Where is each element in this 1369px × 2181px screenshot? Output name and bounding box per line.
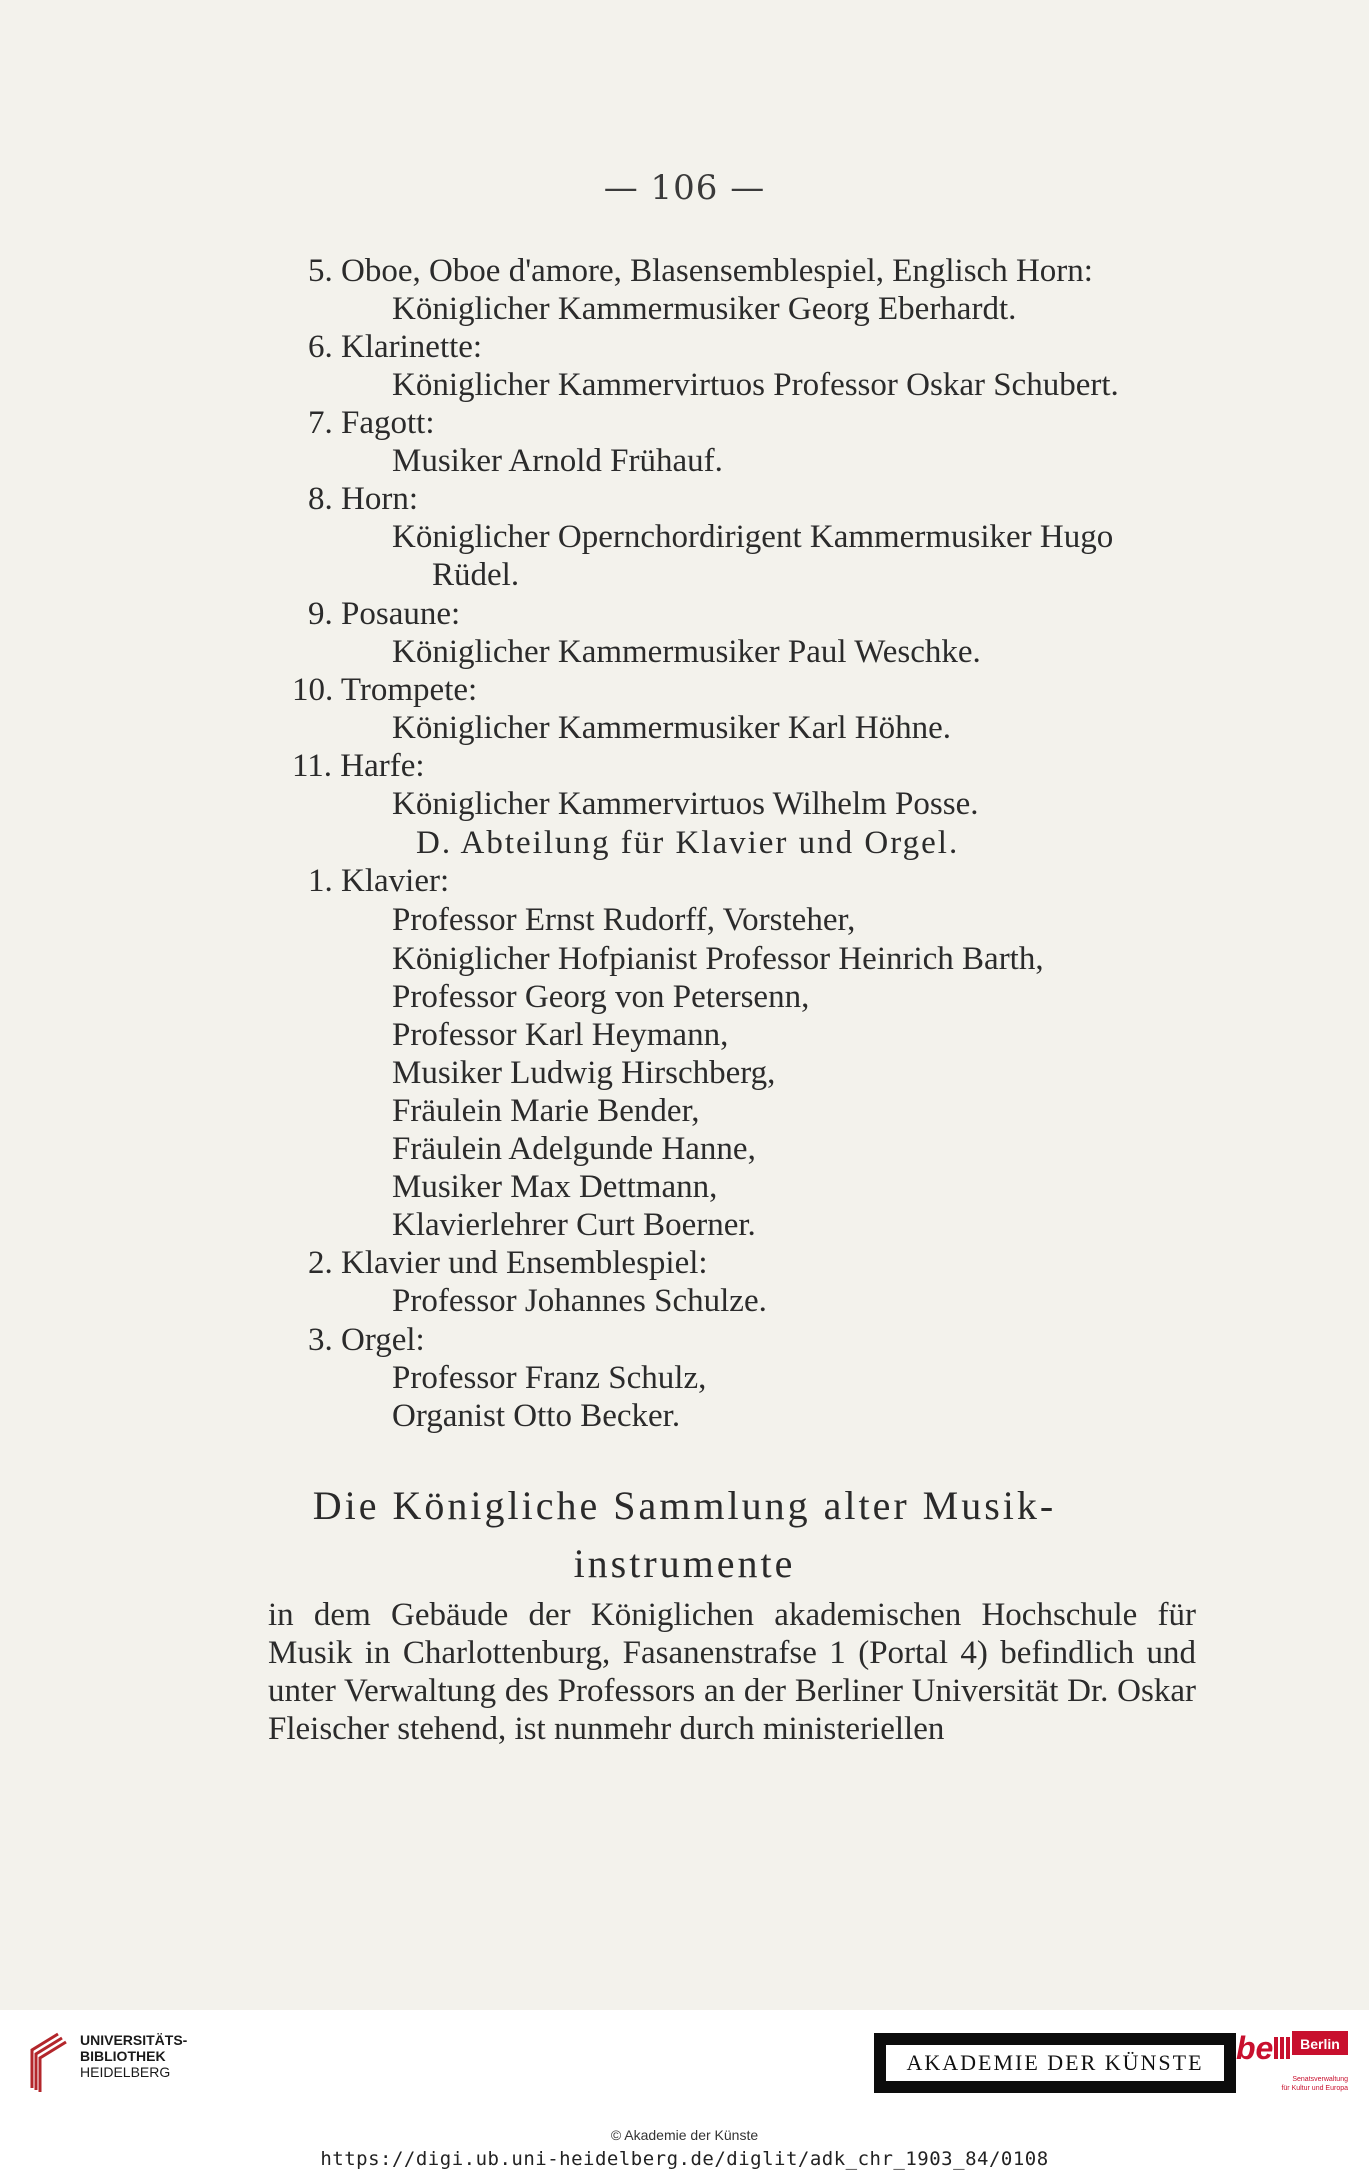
entry-line-22: Fräulein Marie Bender, [392, 1093, 700, 1129]
entry-line-17: Professor Ernst Rudorff, Vorsteher, [392, 902, 856, 938]
be-word: be [1236, 2030, 1274, 2066]
akademie-label: AKADEMIE DER KÜNSTE [886, 2045, 1224, 2081]
senat-line-1: Senatsverwaltung [1292, 2076, 1348, 2083]
entry-line-20: Professor Karl Heymann, [392, 1017, 729, 1053]
entry-line-23: Fräulein Adelgunde Hanne, [392, 1131, 756, 1167]
entry-line-5: Musiker Arnold Frühauf. [392, 443, 723, 479]
ub-line-2: BIBLIOTHEK [80, 2048, 166, 2064]
akademie-der-kuenste-logo[interactable] [874, 2033, 1236, 2093]
entry-line-9: 9. Posaune: [308, 596, 461, 632]
entry-line-24: Musiker Max Dettmann, [392, 1169, 718, 1205]
entry-line-10: Königlicher Kammermusiker Paul Weschke. [392, 634, 981, 670]
permalink-url[interactable]: https://digi.ub.uni-heidelberg.de/diglit/adk_chr_1903_84/0108 [320, 2148, 1049, 2170]
entry-line-16: 1. Klavier: [308, 863, 450, 899]
entry-line-8: Rüdel. [432, 557, 520, 593]
entry-line-28: 3. Orgel: [308, 1322, 425, 1358]
entry-line-13: 11. Harfe: [292, 748, 425, 784]
university-library-name [80, 2032, 187, 2080]
page-number: — 106 — [603, 168, 766, 208]
entry-line-15: D. Abteilung für Klavier und Orgel. [416, 825, 960, 861]
entry-line-2: 6. Klarinette: [308, 329, 483, 365]
entry-line-21: Musiker Ludwig Hirschberg, [392, 1055, 776, 1091]
entry-line-6: 8. Horn: [308, 481, 418, 517]
entry-line-30: Organist Otto Becker. [392, 1398, 681, 1434]
entry-line-18: Königlicher Hofpianist Professor Heinrich Barth, [392, 941, 1044, 977]
body-paragraph: in dem Gebäude der Königlichen akademischen Hochschule für Musik in Charlottenburg, Fasanenstrafse 1 (Portal 4) befindlich und unter Verwaltung des Professors an der Berliner Universität Dr. Oskar Fleischer stehend, ist nunmehr durch ministeriellen [268, 1597, 1196, 1747]
section-title-line2: instrumente [573, 1541, 796, 1586]
entry-line-29: Professor Franz Schulz, [392, 1360, 707, 1396]
senat-line-2: für Kultur und Europa [1281, 2085, 1348, 2092]
be-berlin-logo-icon [1236, 2025, 1350, 2099]
entry-line-0: 5. Oboe, Oboe d'amore, Blasensemblespiel, Englisch Horn: [308, 253, 1093, 289]
entry-line-1: Königlicher Kammermusiker Georg Eberhardt. [392, 291, 1017, 327]
berlin-word: Berlin [1300, 2036, 1340, 2052]
entry-line-11: 10. Trompete: [292, 672, 478, 708]
ub-line-3: HEIDELBERG [80, 2064, 171, 2080]
entry-line-12: Königlicher Kammermusiker Karl Höhne. [392, 710, 952, 746]
entry-line-14: Königlicher Kammervirtuos Wilhelm Posse. [392, 786, 979, 822]
entry-line-27: Professor Johannes Schulze. [392, 1283, 767, 1319]
entry-line-25: Klavierlehrer Curt Boerner. [392, 1207, 756, 1243]
ub-line-1: UNIVERSITÄTS- [80, 2032, 188, 2048]
entry-line-3: Königlicher Kammervirtuos Professor Oskar Schubert. [392, 367, 1119, 403]
entry-line-19: Professor Georg von Petersenn, [392, 979, 810, 1015]
university-library-logo-icon [18, 2030, 70, 2092]
entry-line-7: Königlicher Opernchordirigent Kammermusiker Hugo [392, 519, 1114, 555]
entry-line-26: 2. Klavier und Ensemblespiel: [308, 1245, 708, 1281]
entry-line-4: 7. Fagott: [308, 405, 435, 441]
copyright-notice: © Akademie der Künste [610, 2127, 759, 2143]
section-title-line1: Die Königliche Sammlung alter Musik- [312, 1483, 1057, 1528]
